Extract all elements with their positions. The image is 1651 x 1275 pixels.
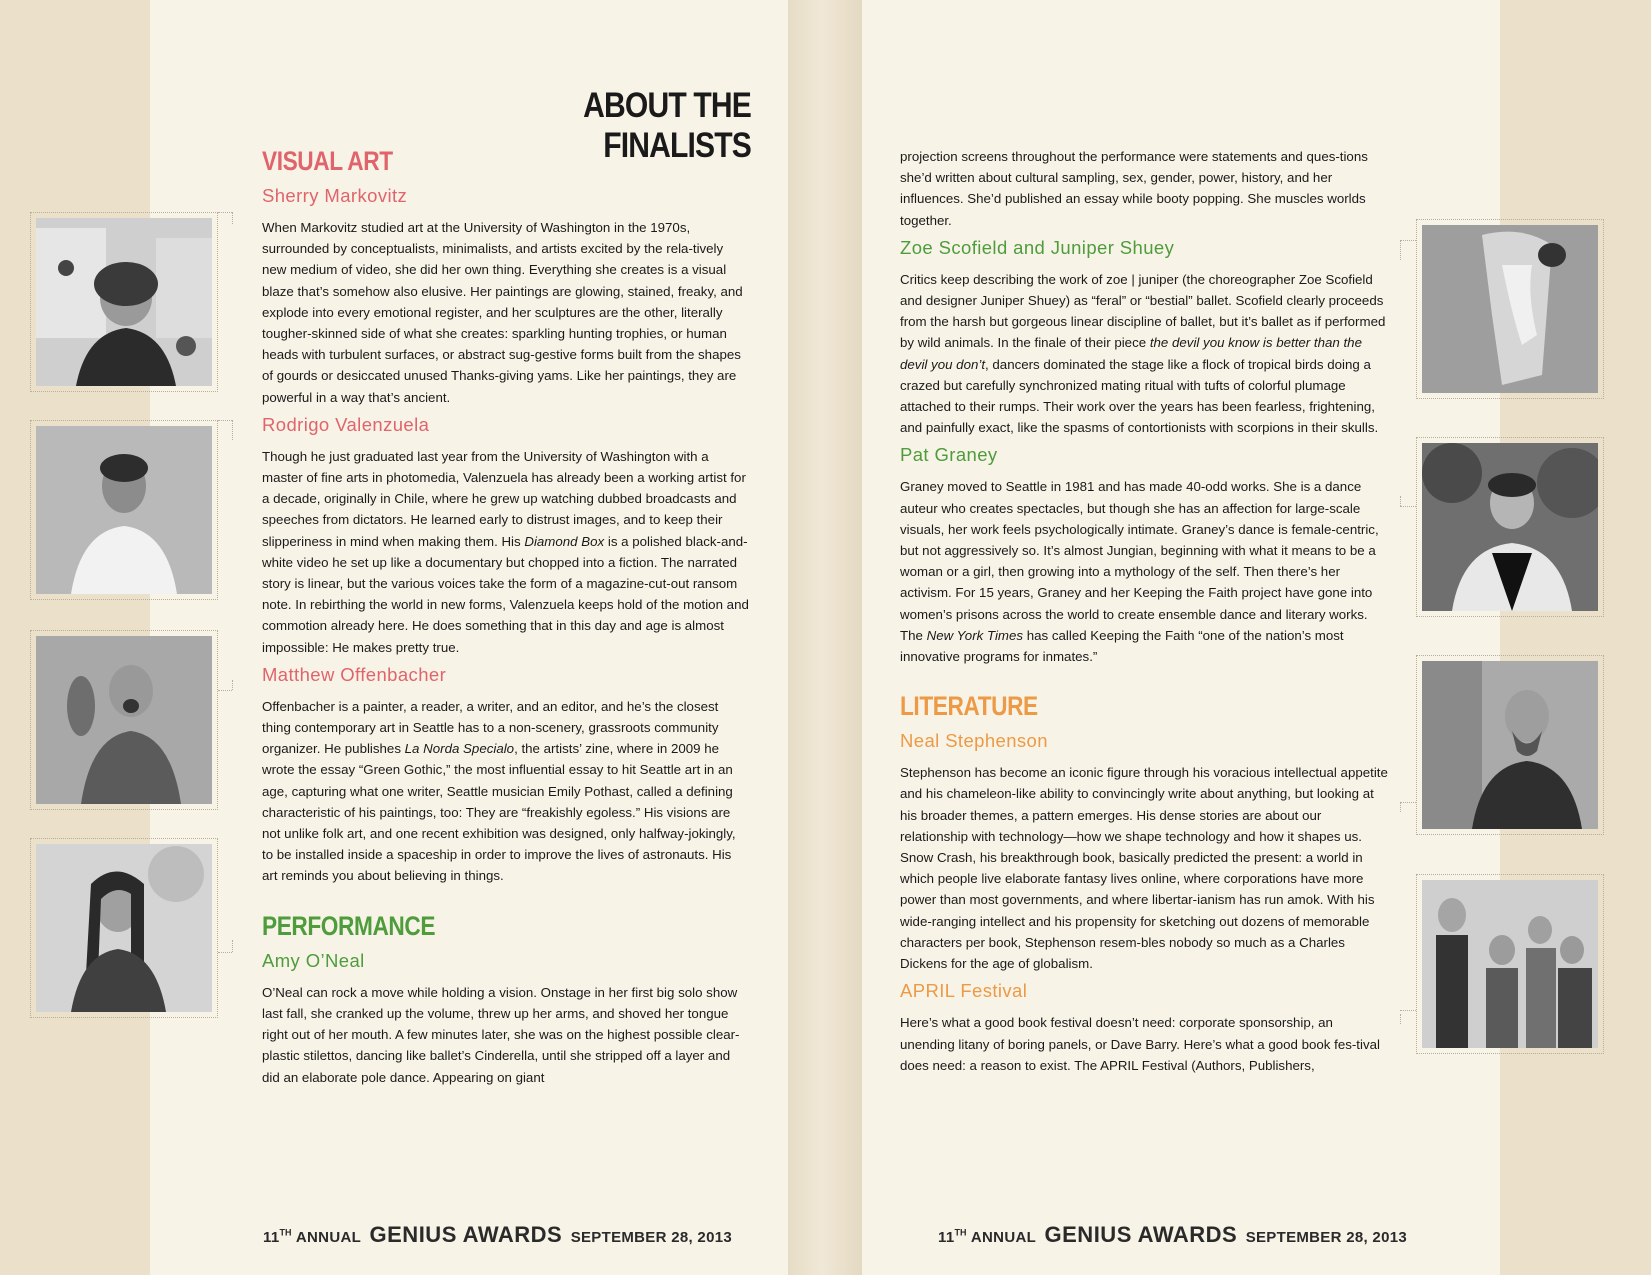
- bio-sherry-markovitz: When Markovitz studied art at the University of Washington in the 1970s, surrounded by conceptualists, minimalists, and artists excited by the rela-tively new medium of video, she did her own thing. Everything she creates is a visual blaze that’s somehow also elusive. Her paintings are glowing, stained, freaky, and explode into every emotional register, and her sculptures are the other, literally tougher-skinned side of what she creates: sparkling hunting trophies, or human heads with turbulent surfaces, or abstract sug-gestive forms built from the shapes of gourds or desiccated unused Thanks-giving yams. Like her paintings, they are powerful in a way that’s ancient.: [262, 220, 743, 405]
- footer-date: SEPTEMBER 28, 2013: [1245, 1229, 1407, 1246]
- photo-matthew-offenbacher: [30, 630, 218, 810]
- leader-line: [218, 212, 232, 213]
- work-title: New York Times: [926, 627, 1024, 643]
- bio-text: , the artists’ zine, where in 2009 he wrote the essay “Green Gothic,” the most influential essay to hit Seattle art in an age, capturing what one writer, Seattle musician Emily Pothast, called a defining characteristic of his paintings, too: They are “freakishly egoless.” His visions are not unlike folk art, and one recent exhibition was designed, only halfway-jokingly, to be installed inside a spaceship in order to improve the lives of astronauts. His art reminds you about believing in things.: [262, 741, 736, 884]
- bio-pat-graney: [900, 476, 1390, 667]
- name-april-festival: APRIL Festival: [900, 980, 1028, 1002]
- footer-right: [938, 1222, 1407, 1248]
- section-performance: PERFORMANCE: [262, 910, 436, 941]
- bio-april-festival: Here’s what a good book festival doesn’t need: corporate sponsorship, an unending litany of boring panels, or Dave Barry. Here’s what a good book fes-tival does need: a reason to exist. The APRIL Festival (Authors, Publishers,: [900, 1015, 1380, 1073]
- work-title: Diamond Box: [524, 533, 605, 549]
- footer-event: GENIUS AWARDS: [369, 1222, 563, 1247]
- bio-text: Graney moved to Seattle in 1981 and has made 40-odd works. She is a dance auteur who creates spectacles, but though she has an affection for large-scale visuals, her work feels psychologically intimate. Graney’s dance is female-centric, but not aggressively so. It’s almost Jungian, beginning with what it means to be a woman or a girl, then growing into a mythology of the self. Then there’s her activism. For 15 years, Graney and her Keeping the Faith project have gone into women’s prisons across the world to create ensemble dance and literary works. The: [900, 479, 1379, 643]
- leader-line: [232, 940, 233, 952]
- leader-line: [1400, 1010, 1416, 1011]
- leader-line: [232, 420, 233, 440]
- name-pat-graney: Pat Graney: [900, 444, 998, 466]
- portrait-image: [36, 636, 212, 804]
- leader-line: [1400, 1014, 1401, 1024]
- footer-event: GENIUS AWARDS: [1044, 1222, 1238, 1247]
- bio-text: Offenbacher is a painter, a reader, a writer, and an editor, and he’s the closest thing contemporary art in Seattle has to a non-scenery, grassroots community organizer. He publishes: [262, 698, 719, 757]
- leader-line: [218, 420, 232, 421]
- leader-line: [1400, 240, 1401, 260]
- footer-left: [263, 1222, 732, 1248]
- footer-ordinal-suffix: TH: [954, 1227, 967, 1238]
- portrait-image: [36, 426, 212, 594]
- leader-line: [232, 212, 233, 224]
- book-gutter: [788, 0, 862, 1275]
- section-visual-art: VISUAL ART: [262, 146, 393, 176]
- leader-line: [218, 690, 232, 691]
- bio-matthew-offenbacher: [262, 696, 750, 887]
- leader-line: [1400, 240, 1416, 241]
- leader-line: [1400, 802, 1401, 812]
- name-sherry-markovitz: Sherry Markovitz: [262, 185, 408, 206]
- bio-rodrigo-valenzuela: [262, 446, 750, 658]
- name-zoe-scofield-juniper-shuey: Zoe Scofield and Juniper Shuey: [900, 236, 1175, 258]
- footer-ordinal-suffix: TH: [279, 1227, 292, 1238]
- portrait-image: [1422, 661, 1598, 829]
- right-column: [900, 146, 1390, 1081]
- footer-ordinal: 11: [263, 1229, 280, 1246]
- bio-amy-oneal: O’Neal can rock a move while holding a vision. Onstage in her first big solo show last fall, she cranked up the volume, threw up her arms, and shoved her tongue right out of her mouth. A few minutes later, she was on the highest possible clear-plastic stilettos, dancing like ballet’s Cinderella, until she stripped off a layer and did an elaborate pole dance. Appearing on giant: [262, 984, 740, 1085]
- bio-zoe-scofield-juniper-shuey: [900, 269, 1390, 439]
- leader-line: [232, 680, 233, 690]
- work-title: La Norda Specialo: [404, 741, 515, 757]
- bio-amy-oneal-continued: projection screens throughout the performance were statements and ques-tions she’d written about cultural sampling, sex, gender, power, history, and her influences. She’d published an essay while booty popping. She muscles worlds together.: [900, 149, 1368, 228]
- leader-line: [1400, 802, 1416, 803]
- footer-date: SEPTEMBER 28, 2013: [570, 1229, 732, 1246]
- name-neal-stephenson: Neal Stephenson: [900, 730, 1048, 752]
- leader-line: [218, 952, 232, 953]
- photo-pat-graney: [1416, 437, 1604, 617]
- work-title: the devil you know is better than the devil you don’t: [900, 335, 1362, 372]
- photo-neal-stephenson: [1416, 655, 1604, 835]
- leader-line: [1400, 506, 1416, 507]
- photo-april-festival: [1416, 874, 1604, 1054]
- bio-text: Critics keep describing the work of zoe | juniper (the choreographer Zoe Scofield and designer Juniper Shuey) as “feral” or “bestial” ballet. Scofield clearly proceeds from the harsh but gorgeous linear discipline of ballet, but it’s ballet as if performed by wild animals. In the finale of their piece: [900, 271, 1386, 351]
- name-amy-oneal: Amy O’Neal: [262, 949, 365, 971]
- bio-text: is a polished black-and-white video he set up like a documentary but chopped into a fiction. The narrated story is linear, but the various voices take the form of a magazine-cut-out ransom note. In rebirthing the world in new forms, Valenzuela keeps hold of the motion and commotion already here. He does something that in this day and age is almost impossible: He makes pretty true.: [262, 533, 749, 655]
- portrait-image: [1422, 225, 1598, 393]
- portrait-image: [36, 218, 212, 386]
- portrait-image: [36, 844, 212, 1012]
- bio-text: has called Keeping the Faith “one of the nation’s most innovative programs for inmates.”: [900, 627, 1344, 665]
- bio-text: Though he just graduated last year from the University of Washington with a master of fine arts in photomedia, Valenzuela has already been a working artist for a decade, originally in Chile, where he grew up watching dubbed broadcasts and speeches from dictators. He learned early to distrust images, and to keep their slipperiness in mind when making them. His: [262, 448, 746, 549]
- leader-line: [1400, 496, 1401, 506]
- footer-annual: ANNUAL: [295, 1229, 362, 1246]
- bio-text: , dancers dominated the stage like a flock of tropical birds doing a crazed but carefully synchronized mating ritual with tufts of colorful plumage attached to their rumps. Their work over the years has been fearless, frightening, and painfully exact, like the spasms of contortionists with scorpions in their skulls.: [900, 356, 1379, 436]
- footer-annual: ANNUAL: [970, 1229, 1037, 1246]
- name-rodrigo-valenzuela: Rodrigo Valenzuela: [262, 413, 430, 435]
- section-literature: LITERATURE: [900, 691, 1038, 722]
- page-title: ABOUT THE FINALISTS: [583, 86, 751, 165]
- name-matthew-offenbacher: Matthew Offenbacher: [262, 663, 447, 685]
- group-image: [1422, 880, 1598, 1048]
- photo-sherry-markovitz: [30, 212, 218, 392]
- photo-zoe-scofield: [1416, 219, 1604, 399]
- footer-ordinal: 11: [938, 1229, 955, 1246]
- left-column: [262, 146, 750, 1093]
- portrait-image: [1422, 443, 1598, 611]
- photo-rodrigo-valenzuela: [30, 420, 218, 600]
- bio-neal-stephenson: Stephenson has become an iconic figure through his voracious intellectual appetite and his chameleon-like ability to convincingly write about anything, but looking at his broader themes, a pattern emerges. His dense stories are about our relationship with technology—how we shape technology and how it shapes us. Snow Crash, his breakthrough book, basically predicted the present: a world in which people live elaborate fantasy lives online, where corporations have more power than most governments, and where libertar-ianism has run amok. With his wide-ranging intellect and his propensity for sketching out dozens of memorable characters per book, Stephenson resem-bles nobody so much as a Charles Dickens for the age of globalism.: [900, 765, 1388, 972]
- photo-amy-oneal: [30, 838, 218, 1018]
- right-outer-strip: [1500, 0, 1651, 1275]
